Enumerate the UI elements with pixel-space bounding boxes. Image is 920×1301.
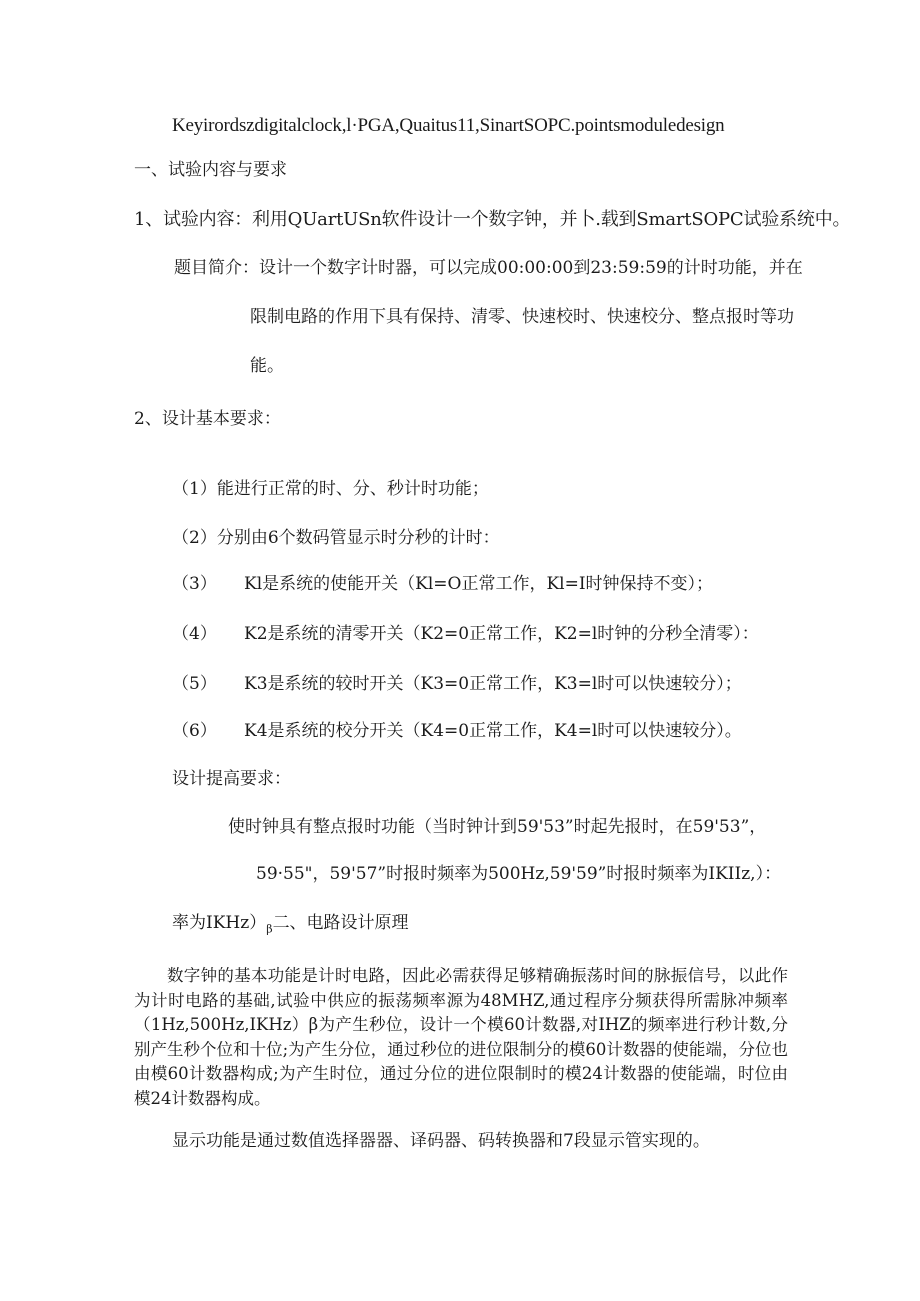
- requirement-number: （5）: [172, 674, 217, 694]
- intro-line-2: 限制电路的作用下具有保持、清零、快速校时、快速校分、整点报时等功: [250, 307, 794, 327]
- tail-text: 率为IKHz）: [172, 913, 267, 933]
- intro-line-1: 题目简介：设计一个数字计时器，可以完成00:00:00到23:59:59的计时功能，并在: [174, 258, 803, 278]
- keywords-line: Keyirordszdigitalclock,l·PGA,Quaitus11,SinartSOPC.pointsmoduledesign: [172, 115, 725, 136]
- item-2-basic-requirements-heading: 2、设计基本要求：: [134, 409, 281, 429]
- requirement-text: K3是系统的较时开关（K3=0正常工作，K3=l时可以快速较分）；: [244, 674, 742, 694]
- requirement-6: [172, 719, 742, 743]
- intro-line-3: 能。: [250, 356, 284, 376]
- requirement-number: （4）: [172, 624, 217, 644]
- requirement-3: [172, 572, 713, 596]
- requirement-1: （1）能进行正常的时、分、秒计时功能；: [172, 479, 489, 499]
- requirement-4: [172, 622, 759, 646]
- requirement-5: [172, 672, 742, 696]
- section-1-heading: 一、试验内容与要求: [134, 160, 287, 180]
- requirement-text: K2是系统的清零开关（K2=0正常工作，K2=l时钟的分秒全清零）：: [244, 624, 759, 644]
- requirement-number: （6）: [172, 721, 217, 741]
- advanced-line-2: 59·55"，59'57”时报时频率为500Hz,59'59”时报时频率为IKIIz,）：: [256, 864, 782, 884]
- section-2-heading-line: [172, 911, 409, 941]
- requirement-text: Kl是系统的使能开关（Kl=O正常工作，Kl=I时钟保持不变）；: [244, 574, 714, 594]
- requirement-2: （2）分别由6个数码管显示时分秒的计时：: [172, 528, 500, 548]
- advanced-line-1: 使时钟具有整点报时功能（当时钟计到59'53”时起先报时，在59'53”，: [228, 817, 767, 837]
- item-1-experiment-content: 1、试验内容：利用QUartUSn软件设计一个数字钟，并卜.载到SmartSOPC试验系统中。: [134, 209, 851, 230]
- advanced-requirements-heading: 设计提高要求：: [172, 769, 291, 789]
- section-2-heading: 二、电路设计原理: [272, 913, 409, 933]
- principle-text: 数字钟的基本功能是计时电路，因此必需获得足够精确振荡时间的脉振信号，以此作为计时电路的基础,试验中供应的振荡频率源为48MHZ,通过程序分频获得所需脉冲频率（1Hz,500Hz,IKHz）β为产生秒位，设计一个模60计数器,对IHZ的频率进行秒计数,分别产生秒个位和十位;为产生分位，通过秒位的进位限制分的模60计数器的使能端，分位也由模60计数器构成;为产生时位，通过分位的进位限制时的模24计数器的使能端，时位由模24计数器构成。: [134, 966, 788, 1108]
- requirement-text: K4是系统的校分开关（K4=0正常工作，K4=l时可以快速较分）。: [244, 721, 742, 741]
- tail-subscript: β: [266, 922, 273, 936]
- requirement-number: （3）: [172, 574, 217, 594]
- principle-paragraph: [134, 964, 788, 1111]
- display-paragraph: 显示功能是通过数值选择器器、译码器、码转换器和7段显示管实现的。: [172, 1131, 710, 1151]
